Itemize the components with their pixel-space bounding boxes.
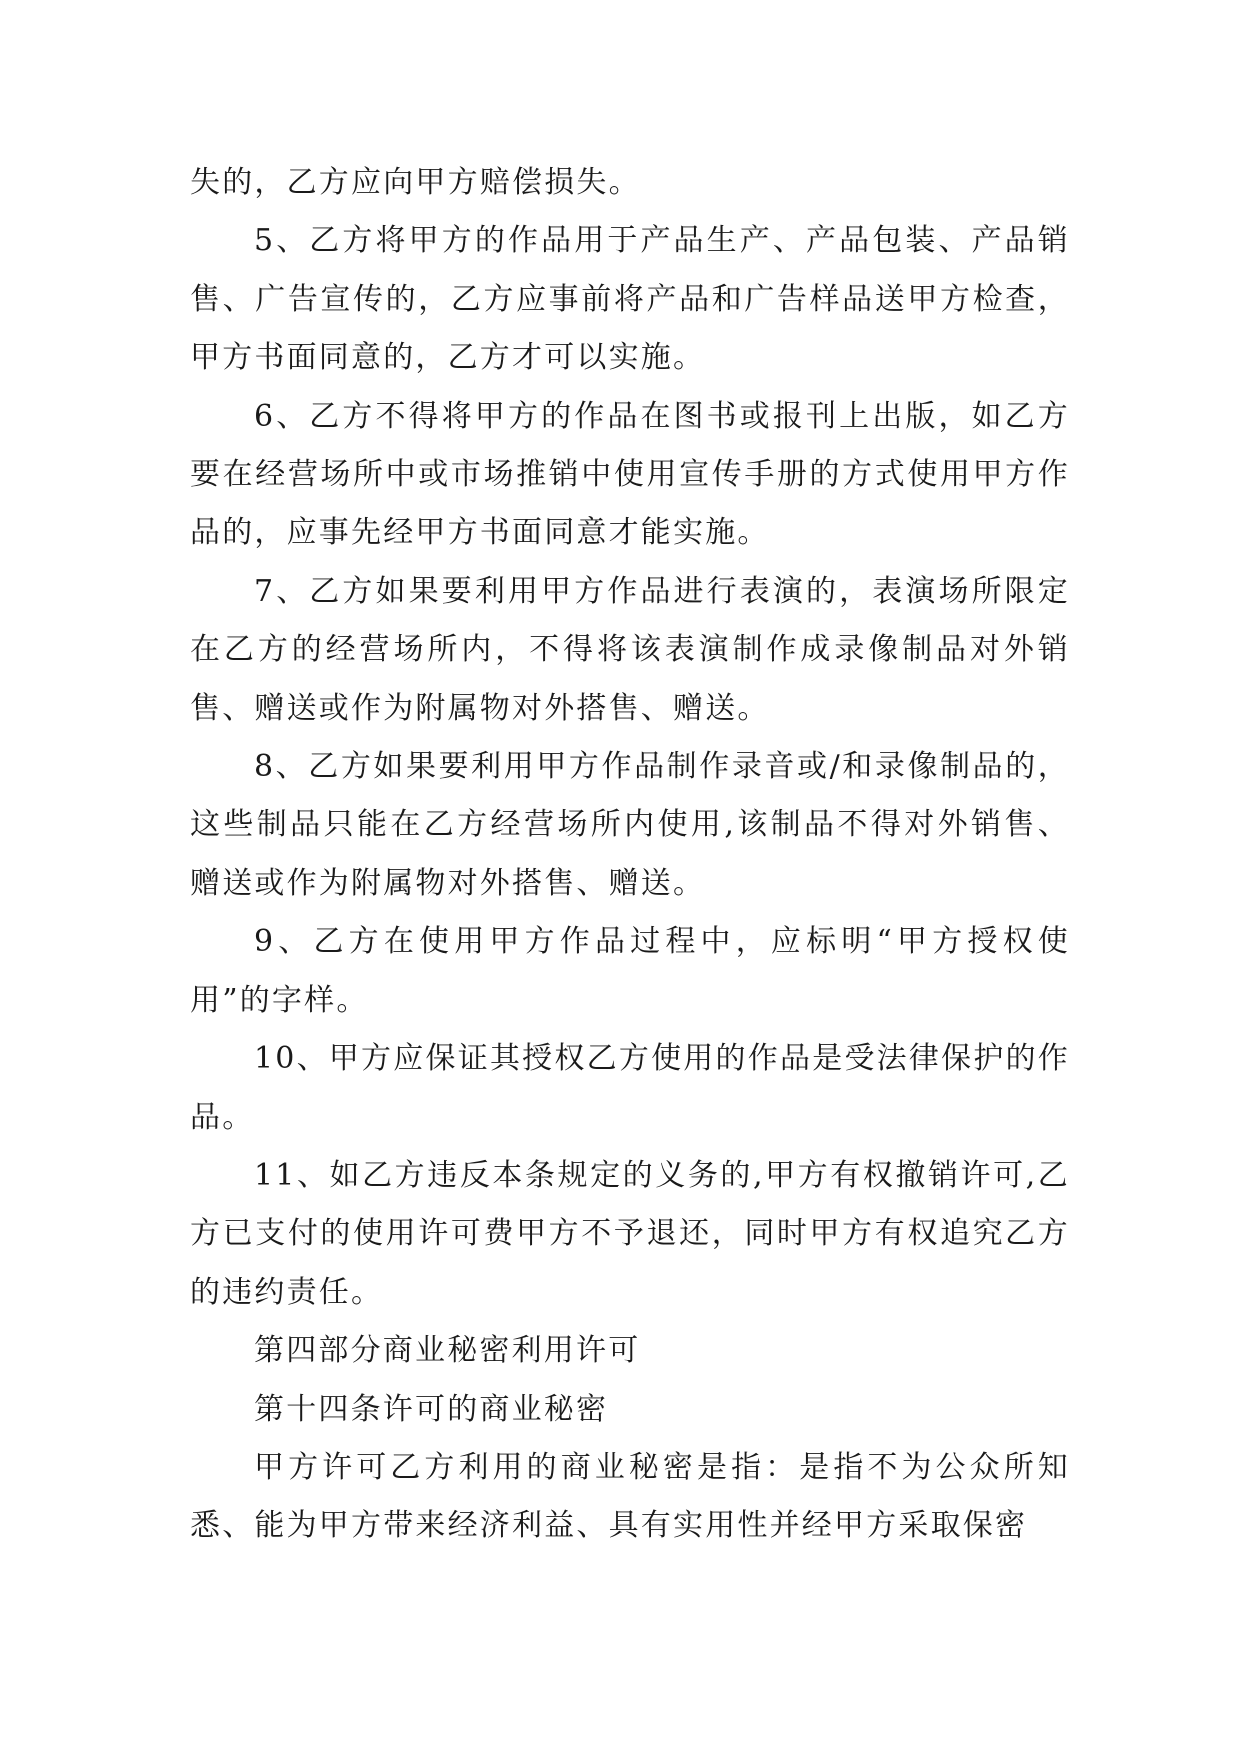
paragraph-clause-5: 5、乙方将甲方的作品用于产品生产、产品包装、产品销售、广告宣传的，乙方应事前将产品和广告样品送甲方检查，甲方书面同意的，乙方才可以实施。 [190, 223, 1070, 376]
paragraph-clause-7: 7、乙方如果要利用甲方作品进行表演的，表演场所限定在乙方的经营场所内，不得将该表演制作成录像制品对外销售、赠送或作为附属物对外搭售、赠送。 [190, 573, 1070, 726]
paragraph-clause-6: 6、乙方不得将甲方的作品在图书或报刊上出版，如乙方要在经营场所中或市场推销中使用宣传手册的方式使用甲方作品的，应事先经甲方书面同意才能实施。 [190, 398, 1070, 551]
paragraph-clause-10: 10、甲方应保证其授权乙方使用的作品是受法律保护的作品。 [190, 1041, 1070, 1135]
paragraph-clause-9: 9、乙方在使用甲方作品过程中，应标明“甲方授权使用”的字样。 [190, 924, 1070, 1018]
document-body [190, 154, 1070, 1556]
paragraph-continuation: 失的，乙方应向甲方赔偿损失。 [190, 165, 641, 200]
paragraph-trade-secret-definition: 甲方许可乙方利用的商业秘密是指：是指不为公众所知悉、能为甲方带来经济利益、具有实用性并经甲方采取保密 [190, 1449, 1070, 1544]
paragraph-clause-11: 11、如乙方违反本条规定的义务的,甲方有权撤销许可,乙方已支付的使用许可费甲方不予退还，同时甲方有权追究乙方的违约责任。 [190, 1157, 1070, 1310]
section-heading: 第四部分商业秘密利用许可 [254, 1333, 641, 1369]
paragraph-clause-8: 8、乙方如果要利用甲方作品制作录音或/和录像制品的，这些制品只能在乙方经营场所内使用,该制品不得对外销售、赠送或作为附属物对外搭售、赠送。 [190, 749, 1070, 901]
article-heading: 第十四条许可的商业秘密 [254, 1391, 609, 1427]
